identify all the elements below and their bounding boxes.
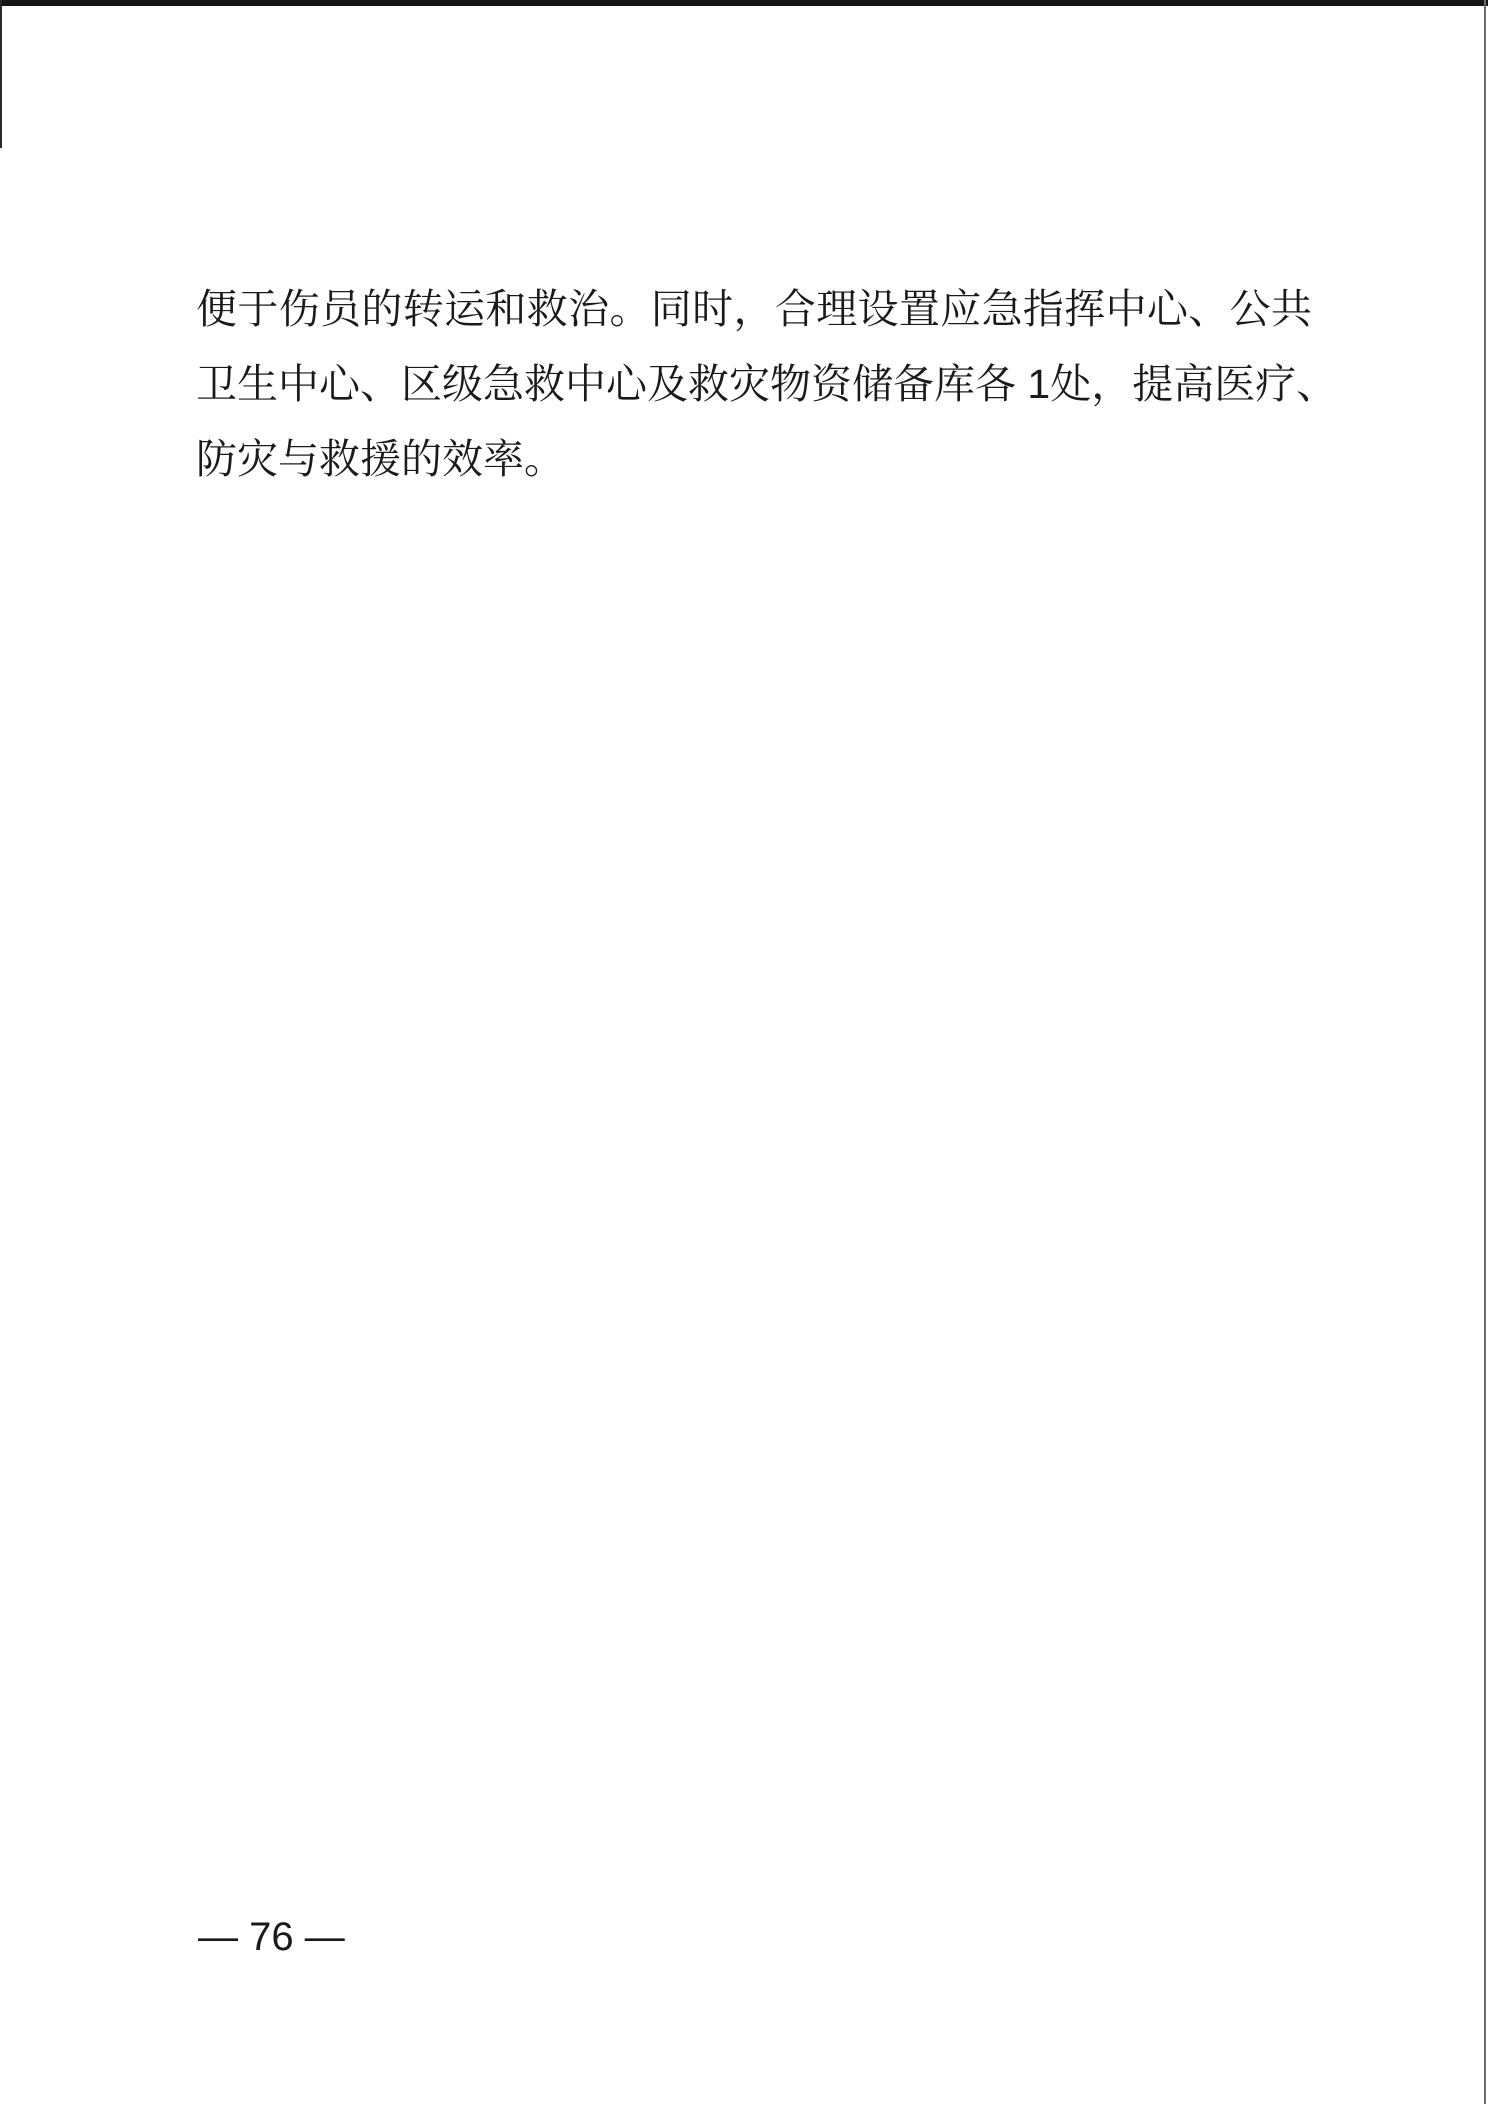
left-edge-artifact-line xyxy=(0,0,2,148)
top-border-bar xyxy=(0,0,1488,6)
page-number: — 76 — xyxy=(198,1915,345,1959)
body-paragraph xyxy=(196,272,1338,497)
right-edge-line xyxy=(1484,0,1486,2104)
paragraph-line-2: 卫生中心、区级急救中心及救灾物资储备库各 1处，提高医疗、 xyxy=(196,361,1338,407)
paragraph-line-3: 防灾与救援的效率。 xyxy=(196,436,565,482)
paragraph-line-1: 便于伤员的转运和救治。同时，合理设置应急指挥中心、公共 xyxy=(196,286,1312,332)
